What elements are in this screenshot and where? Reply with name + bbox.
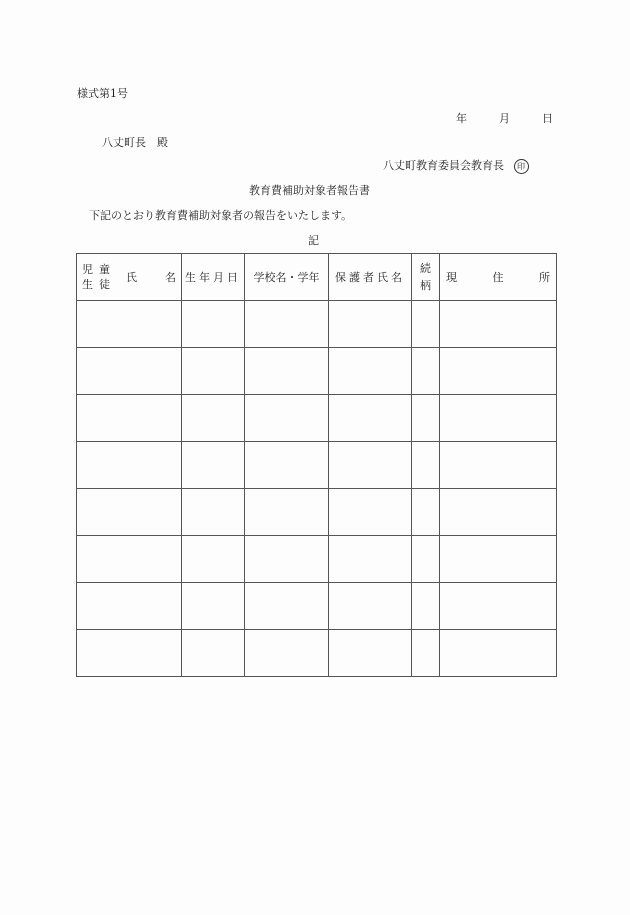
cell-address[interactable] bbox=[440, 536, 557, 583]
table-row bbox=[77, 536, 557, 583]
cell-school[interactable] bbox=[245, 395, 329, 442]
col-student-name bbox=[77, 254, 182, 301]
cell-student-name[interactable] bbox=[77, 348, 182, 395]
cell-guardian[interactable] bbox=[329, 442, 412, 489]
cell-relation[interactable] bbox=[412, 348, 440, 395]
table-row bbox=[77, 348, 557, 395]
label-gen: 現 bbox=[446, 271, 457, 284]
cell-guardian[interactable] bbox=[329, 348, 412, 395]
label-gara: 柄 bbox=[420, 279, 431, 292]
ki-heading: 記 bbox=[308, 234, 319, 247]
cell-guardian[interactable] bbox=[329, 395, 412, 442]
cell-relation[interactable] bbox=[412, 442, 440, 489]
cell-address[interactable] bbox=[440, 583, 557, 630]
table-row bbox=[77, 301, 557, 348]
cell-address[interactable] bbox=[440, 395, 557, 442]
label-ju: 住 bbox=[492, 271, 504, 284]
date-year: 年 bbox=[456, 112, 467, 125]
cell-relation[interactable] bbox=[412, 583, 440, 630]
cell-school[interactable] bbox=[245, 630, 329, 677]
cell-birthdate[interactable] bbox=[182, 442, 245, 489]
cell-school[interactable] bbox=[245, 301, 329, 348]
table-row bbox=[77, 489, 557, 536]
cell-birthdate[interactable] bbox=[182, 536, 245, 583]
table-row bbox=[77, 583, 557, 630]
cell-address[interactable] bbox=[440, 301, 557, 348]
cell-address[interactable] bbox=[440, 489, 557, 536]
cell-school[interactable] bbox=[245, 583, 329, 630]
col-birthdate: 生年月日 bbox=[182, 254, 245, 301]
cell-student-name[interactable] bbox=[77, 489, 182, 536]
label-zoku: 続 bbox=[420, 262, 431, 275]
cell-relation[interactable] bbox=[412, 395, 440, 442]
cell-address[interactable] bbox=[440, 442, 557, 489]
cell-guardian[interactable] bbox=[329, 301, 412, 348]
cell-address[interactable] bbox=[440, 348, 557, 395]
body-text: 下記のとおり教育費補助対象者の報告をいたします。 bbox=[89, 209, 353, 222]
cell-student-name[interactable] bbox=[77, 630, 182, 677]
cell-birthdate[interactable] bbox=[182, 583, 245, 630]
table-row bbox=[77, 442, 557, 489]
date-month: 月 bbox=[499, 112, 510, 125]
col-guardian: 保護者氏名 bbox=[329, 254, 412, 301]
label-jido: 児童 bbox=[82, 263, 116, 276]
sender-name: 八丈町教育委員会教育長 bbox=[383, 159, 504, 172]
cell-student-name[interactable] bbox=[77, 301, 182, 348]
cell-relation[interactable] bbox=[412, 536, 440, 583]
cell-birthdate[interactable] bbox=[182, 630, 245, 677]
cell-school[interactable] bbox=[245, 442, 329, 489]
cell-student-name[interactable] bbox=[77, 536, 182, 583]
cell-school[interactable] bbox=[245, 348, 329, 395]
col-school: 学校名・学年 bbox=[245, 254, 329, 301]
cell-guardian[interactable] bbox=[329, 583, 412, 630]
form-number: 様式第1号 bbox=[77, 87, 128, 100]
cell-school[interactable] bbox=[245, 489, 329, 536]
report-table bbox=[76, 253, 557, 677]
cell-address[interactable] bbox=[440, 630, 557, 677]
cell-birthdate[interactable] bbox=[182, 395, 245, 442]
table-row bbox=[77, 630, 557, 677]
seal-icon: 印 bbox=[514, 159, 529, 174]
date-day: 日 bbox=[542, 112, 553, 125]
col-relation bbox=[412, 254, 440, 301]
table-row bbox=[77, 395, 557, 442]
cell-birthdate[interactable] bbox=[182, 348, 245, 395]
addressee: 八丈町長 殿 bbox=[102, 136, 168, 149]
cell-guardian[interactable] bbox=[329, 536, 412, 583]
label-sho: 所 bbox=[539, 271, 550, 284]
cell-guardian[interactable] bbox=[329, 489, 412, 536]
document-title: 教育費補助対象者報告書 bbox=[249, 184, 370, 197]
cell-school[interactable] bbox=[245, 536, 329, 583]
cell-student-name[interactable] bbox=[77, 395, 182, 442]
cell-relation[interactable] bbox=[412, 489, 440, 536]
cell-relation[interactable] bbox=[412, 301, 440, 348]
table-header-row bbox=[77, 254, 557, 301]
cell-relation[interactable] bbox=[412, 630, 440, 677]
label-shi: 氏 bbox=[126, 271, 137, 284]
cell-birthdate[interactable] bbox=[182, 489, 245, 536]
cell-student-name[interactable] bbox=[77, 442, 182, 489]
sender bbox=[383, 157, 529, 174]
cell-birthdate[interactable] bbox=[182, 301, 245, 348]
date-line bbox=[456, 110, 553, 126]
cell-guardian[interactable] bbox=[329, 630, 412, 677]
label-mei: 名 bbox=[165, 271, 176, 284]
cell-student-name[interactable] bbox=[77, 583, 182, 630]
label-seito: 生徒 bbox=[82, 278, 116, 291]
col-address bbox=[440, 254, 557, 301]
